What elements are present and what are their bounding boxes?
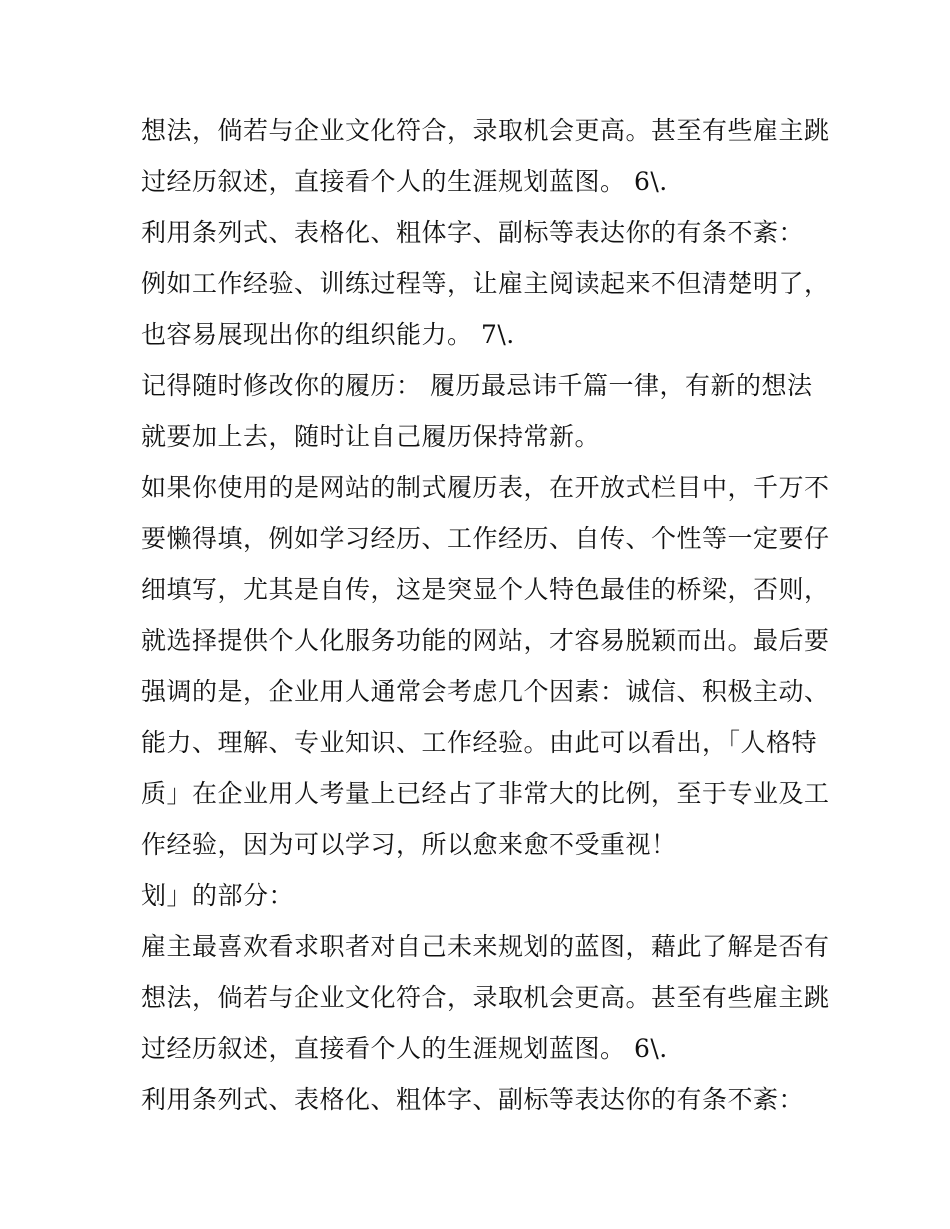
text-line: 就选择提供个人化服务功能的网站，才容易脱颖而出。最后要 — [141, 626, 830, 655]
text-line: 过经历叙述，直接看个人的生涯规划蓝图。 6\. — [141, 167, 668, 196]
text-line: 就要加上去，随时让自己履历保持常新。 — [141, 422, 601, 451]
text-line: 也容易展现出你的组织能力。 7\. — [141, 320, 515, 349]
text-line: 细填写，尤其是自传，这是突显个人特色最佳的桥梁，否则， — [141, 575, 830, 604]
text-line: 划」的部分： — [141, 881, 295, 910]
text-line: 雇主最喜欢看求职者对自己未来规划的蓝图，藉此了解是否有 — [141, 932, 830, 961]
text-line: 要懒得填，例如学习经历、工作经历、自传、个性等一定要仔 — [141, 524, 830, 553]
text-line: 强调的是，企业用人通常会考虑几个因素：诚信、积极主动、 — [141, 677, 830, 706]
text-line: 例如工作经验、训练过程等，让雇主阅读起来不但清楚明了， — [141, 269, 830, 298]
text-line: 能力、理解、专业知识、工作经验。由此可以看出，「人格特 — [141, 728, 818, 757]
text-line: 如果你使用的是网站的制式履历表，在开放式栏目中，千万不 — [141, 473, 830, 502]
text-line: 想法，倘若与企业文化符合，录取机会更高。甚至有些雇主跳 — [141, 116, 830, 145]
text-line: 质」在企业用人考量上已经占了非常大的比例，至于专业及工 — [141, 779, 830, 808]
text-line: 记得随时修改你的履历： 履历最忌讳千篇一律，有新的想法 — [141, 371, 813, 400]
document-body — [141, 105, 830, 1125]
text-line: 想法，倘若与企业文化符合，录取机会更高。甚至有些雇主跳 — [141, 983, 830, 1012]
text-line: 利用条列式、表格化、粗体字、副标等表达你的有条不紊： — [141, 218, 805, 247]
text-line: 作经验，因为可以学习，所以愈来愈不受重视！ — [141, 830, 677, 859]
text-line: 利用条列式、表格化、粗体字、副标等表达你的有条不紊： — [141, 1085, 805, 1114]
text-line: 过经历叙述，直接看个人的生涯规划蓝图。 6\. — [141, 1034, 668, 1063]
